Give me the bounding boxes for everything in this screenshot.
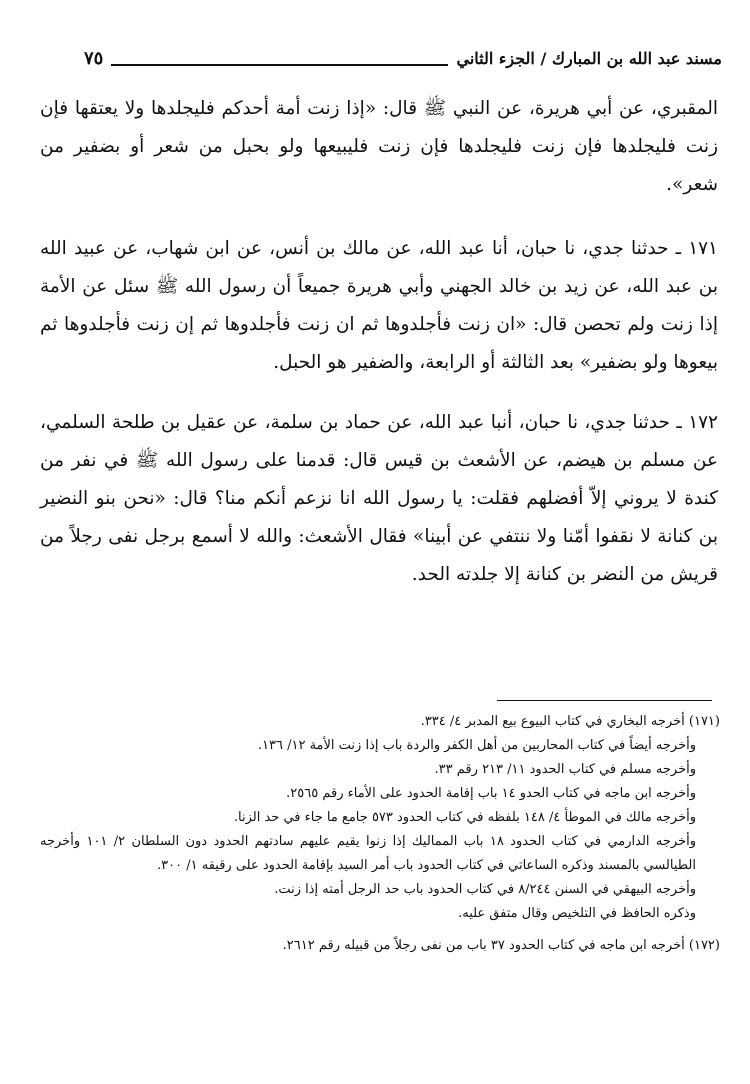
running-header	[84, 48, 722, 69]
hadith-172: ١٧٢ ـ حدثنا جدي، نا حبان، أنبا عبد الله، عن حماد بن سلمة، عن عقيل بن طلحة السلمي، عن مسلم بن هيضم، عن الأشعث بن قيس قال: قدمنا على رسول الله ﷺ في نفر من كندة لا يروني إلاّ أفضلهم فقلت: يا رسول الله انا نزعم أنكم منا؟ قال: «نحن بنو النضير بن كنانة لا نقفوا أمّنا ولا ننتفي عن أبينا» فقال الأشعث: والله لا أسمع برجل نفى رجلاً من قريش من النضر بن كنانة إلا جلدته الحد.	[40, 412, 718, 585]
footnote-separator	[497, 700, 712, 701]
paragraph-continuation: المقبري، عن أبي هريرة، عن النبي ﷺ قال: «إذا زنت أمة أحدكم فليجلدها ولا يعتقها فإن زنت فليجلدها فإن زنت فليجلدها فإن زنت فليبيعها ولو بحبل من شعر أو بضفير من شعر».	[40, 98, 718, 195]
footnotes	[40, 710, 720, 958]
footnote-171: (١٧١) أخرجه البخاري في كتاب البيوع بيع المدبر ٤/ ٣٣٤.	[420, 714, 720, 729]
header-rule	[111, 64, 448, 66]
footnote-line: وذكره الحافظ في التلخيص وقال متفق عليه.	[458, 906, 696, 921]
footnote-172: (١٧٢) أخرجه ابن ماجه في كتاب الحدود ٣٧ باب من نفى رجلاً من قبيله رقم ٢٦١٢.	[282, 938, 720, 953]
footnote-line: وأخرجه الدارمي في كتاب الحدود ١٨ باب المماليك إذا زنوا يقيم عليهم سادتهم الحدود دون السلطان ٢/ ١٠١ وأخرجه الطيالسي بالمسند وذكره الساعاتي في كتاب الحدود باب أمر السيد بإقامة الحدود على رقيقه ١/ ٣٠٠.	[40, 834, 696, 873]
footnote-line: وأخرجه البيهقي في السنن ٨/٢٤٤ في كتاب الحدود باب حد الرجل أمته إذا زنت.	[274, 882, 696, 897]
hadith-171: ١٧١ ـ حدثنا جدي، نا حبان، أنا عبد الله، عن مالك بن أنس، عن ابن شهاب، عن عبيد الله بن عبد الله، عن زيد بن خالد الجهني وأبي هريرة جميعاً أن رسول الله ﷺ سئل عن الأمة إذا زنت ولم تحصن قال: «ان زنت فأجلدوها ثم ان زنت فأجلدوها ثم إن زنت فأجلدوها ثم بيعوها ولو بضفير» بعد الثالثة أو الرابعة، والضفير هو الحبل.	[40, 238, 718, 373]
footnote-line: وأخرجه ابن ماجه في كتاب الحدو ١٤ باب إقامة الحدود على الأماء رقم ٢٥٦٥.	[286, 786, 696, 801]
book-title: مسند عبد الله بن المبارك / الجزء الثاني	[456, 49, 722, 68]
page-number: ٧٥	[84, 48, 104, 69]
footnote-line: وأخرجه مالك في الموطأ ٤/ ١٤٨ بلفظه في كتاب الحدود ٥٧٣ جامع ما جاء في حد الزنا.	[233, 810, 696, 825]
footnote-line: وأخرجه أيضاً في كتاب المحاربين من أهل الكفر والردة باب إذا زنت الأمة ١٢/ ١٣٦.	[257, 738, 696, 753]
footnote-line: وأخرجه مسلم في كتاب الحدود ١١/ ٢١٣ رقم ٣٣.	[434, 762, 696, 777]
main-text	[40, 90, 718, 616]
